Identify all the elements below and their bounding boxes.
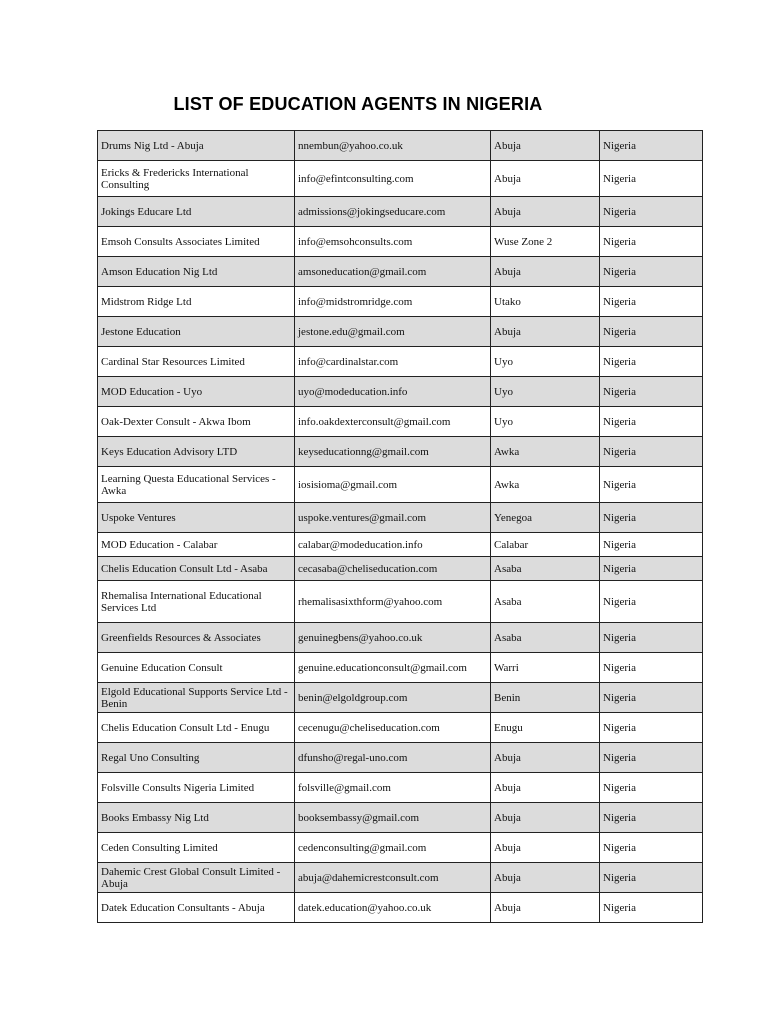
agent-city-cell: Abuja xyxy=(491,161,600,197)
agent-email-cell: cecasaba@cheliseducation.com xyxy=(295,557,491,581)
agent-country-cell: Nigeria xyxy=(600,623,703,653)
table-row xyxy=(98,503,703,533)
table-row xyxy=(98,623,703,653)
agent-country-cell: Nigeria xyxy=(600,317,703,347)
agent-email-cell: booksembassy@gmail.com xyxy=(295,803,491,833)
agents-table xyxy=(97,130,703,923)
agent-city-cell: Abuja xyxy=(491,833,600,863)
agent-country-cell: Nigeria xyxy=(600,257,703,287)
agent-city-cell: Abuja xyxy=(491,863,600,893)
agent-city-cell: Awka xyxy=(491,437,600,467)
agent-country-cell: Nigeria xyxy=(600,287,703,317)
table-row xyxy=(98,833,703,863)
agent-country-cell: Nigeria xyxy=(600,773,703,803)
agent-city-cell: Uyo xyxy=(491,347,600,377)
table-row xyxy=(98,773,703,803)
agent-country-cell: Nigeria xyxy=(600,803,703,833)
agent-city-cell: Abuja xyxy=(491,257,600,287)
agent-name-cell: Regal Uno Consulting xyxy=(98,743,295,773)
agent-name-cell: Oak-Dexter Consult - Akwa Ibom xyxy=(98,407,295,437)
agent-city-cell: Yenegoa xyxy=(491,503,600,533)
table-row xyxy=(98,227,703,257)
table-row xyxy=(98,581,703,623)
agent-name-cell: Amson Education Nig Ltd xyxy=(98,257,295,287)
agent-email-cell: dfunsho@regal-uno.com xyxy=(295,743,491,773)
agent-country-cell: Nigeria xyxy=(600,161,703,197)
agent-name-cell: Books Embassy Nig Ltd xyxy=(98,803,295,833)
agent-country-cell: Nigeria xyxy=(600,533,703,557)
agent-city-cell: Abuja xyxy=(491,893,600,923)
page-title: LIST OF EDUCATION AGENTS IN NIGERIA xyxy=(173,94,543,114)
table-row xyxy=(98,407,703,437)
agent-email-cell: calabar@modeducation.info xyxy=(295,533,491,557)
agent-email-cell: info@cardinalstar.com xyxy=(295,347,491,377)
agent-name-cell: Cardinal Star Resources Limited xyxy=(98,347,295,377)
agent-name-cell: Ceden Consulting Limited xyxy=(98,833,295,863)
agent-city-cell: Abuja xyxy=(491,743,600,773)
table-row xyxy=(98,161,703,197)
agent-name-cell: Midstrom Ridge Ltd xyxy=(98,287,295,317)
agent-name-cell: Drums Nig Ltd - Abuja xyxy=(98,131,295,161)
agent-name-cell: Chelis Education Consult Ltd - Enugu xyxy=(98,713,295,743)
agent-email-cell: info@efintconsulting.com xyxy=(295,161,491,197)
agent-email-cell: iosisioma@gmail.com xyxy=(295,467,491,503)
agent-country-cell: Nigeria xyxy=(600,437,703,467)
table-row xyxy=(98,683,703,713)
agent-name-cell: Datek Education Consultants - Abuja xyxy=(98,893,295,923)
table-row xyxy=(98,377,703,407)
table-row xyxy=(98,803,703,833)
agent-city-cell: Uyo xyxy=(491,407,600,437)
agent-email-cell: abuja@dahemicrestconsult.com xyxy=(295,863,491,893)
table-row xyxy=(98,131,703,161)
agent-city-cell: Abuja xyxy=(491,317,600,347)
agent-email-cell: info@midstromridge.com xyxy=(295,287,491,317)
agent-email-cell: jestone.edu@gmail.com xyxy=(295,317,491,347)
agent-country-cell: Nigeria xyxy=(600,893,703,923)
agent-city-cell: Abuja xyxy=(491,773,600,803)
agent-country-cell: Nigeria xyxy=(600,131,703,161)
agent-email-cell: benin@elgoldgroup.com xyxy=(295,683,491,713)
agent-city-cell: Calabar xyxy=(491,533,600,557)
table-row xyxy=(98,893,703,923)
agent-email-cell: genuine.educationconsult@gmail.com xyxy=(295,653,491,683)
agent-country-cell: Nigeria xyxy=(600,377,703,407)
agent-email-cell: keyseducationng@gmail.com xyxy=(295,437,491,467)
agent-name-cell: Greenfields Resources & Associates xyxy=(98,623,295,653)
agent-country-cell: Nigeria xyxy=(600,557,703,581)
agent-email-cell: nnembun@yahoo.co.uk xyxy=(295,131,491,161)
agent-name-cell: Uspoke Ventures xyxy=(98,503,295,533)
agent-city-cell: Abuja xyxy=(491,197,600,227)
agent-name-cell: Elgold Educational Supports Service Ltd - Benin xyxy=(98,683,295,713)
agent-country-cell: Nigeria xyxy=(600,863,703,893)
agent-country-cell: Nigeria xyxy=(600,833,703,863)
agent-name-cell: Ericks & Fredericks International Consulting xyxy=(98,161,295,197)
agent-name-cell: Genuine Education Consult xyxy=(98,653,295,683)
agent-country-cell: Nigeria xyxy=(600,743,703,773)
agent-city-cell: Wuse Zone 2 xyxy=(491,227,600,257)
agent-name-cell: Learning Questa Educational Services - Awka xyxy=(98,467,295,503)
agent-email-cell: cedenconsulting@gmail.com xyxy=(295,833,491,863)
agent-email-cell: folsville@gmail.com xyxy=(295,773,491,803)
agent-name-cell: Emsoh Consults Associates Limited xyxy=(98,227,295,257)
table-row xyxy=(98,317,703,347)
table-row xyxy=(98,863,703,893)
agent-city-cell: Abuja xyxy=(491,131,600,161)
agent-name-cell: Keys Education Advisory LTD xyxy=(98,437,295,467)
agent-city-cell: Utako xyxy=(491,287,600,317)
agent-email-cell: amsoneducation@gmail.com xyxy=(295,257,491,287)
agent-city-cell: Uyo xyxy=(491,377,600,407)
agent-country-cell: Nigeria xyxy=(600,581,703,623)
agent-country-cell: Nigeria xyxy=(600,467,703,503)
agent-country-cell: Nigeria xyxy=(600,713,703,743)
agent-name-cell: Jokings Educare Ltd xyxy=(98,197,295,227)
table-row xyxy=(98,437,703,467)
table-row xyxy=(98,743,703,773)
agent-name-cell: Jestone Education xyxy=(98,317,295,347)
agent-country-cell: Nigeria xyxy=(600,347,703,377)
agents-table-body xyxy=(98,131,703,923)
agent-name-cell: MOD Education - Calabar xyxy=(98,533,295,557)
agent-email-cell: genuinegbens@yahoo.co.uk xyxy=(295,623,491,653)
agent-city-cell: Enugu xyxy=(491,713,600,743)
agent-email-cell: datek.education@yahoo.co.uk xyxy=(295,893,491,923)
agent-country-cell: Nigeria xyxy=(600,227,703,257)
agent-email-cell: uspoke.ventures@gmail.com xyxy=(295,503,491,533)
agent-email-cell: admissions@jokingseducare.com xyxy=(295,197,491,227)
table-row xyxy=(98,197,703,227)
agent-name-cell: Folsville Consults Nigeria Limited xyxy=(98,773,295,803)
table-row xyxy=(98,653,703,683)
agent-city-cell: Abuja xyxy=(491,803,600,833)
agent-city-cell: Asaba xyxy=(491,557,600,581)
table-row xyxy=(98,533,703,557)
agent-city-cell: Asaba xyxy=(491,623,600,653)
agent-email-cell: cecenugu@cheliseducation.com xyxy=(295,713,491,743)
agent-city-cell: Asaba xyxy=(491,581,600,623)
agent-country-cell: Nigeria xyxy=(600,197,703,227)
agent-name-cell: MOD Education - Uyo xyxy=(98,377,295,407)
agent-country-cell: Nigeria xyxy=(600,407,703,437)
agent-email-cell: rhemalisasixthform@yahoo.com xyxy=(295,581,491,623)
table-row xyxy=(98,557,703,581)
agent-country-cell: Nigeria xyxy=(600,683,703,713)
table-row xyxy=(98,467,703,503)
agent-city-cell: Benin xyxy=(491,683,600,713)
agent-city-cell: Warri xyxy=(491,653,600,683)
table-row xyxy=(98,287,703,317)
agent-city-cell: Awka xyxy=(491,467,600,503)
table-row xyxy=(98,347,703,377)
agent-email-cell: info@emsohconsults.com xyxy=(295,227,491,257)
table-row xyxy=(98,713,703,743)
agent-country-cell: Nigeria xyxy=(600,653,703,683)
table-row xyxy=(98,257,703,287)
agent-email-cell: info.oakdexterconsult@gmail.com xyxy=(295,407,491,437)
agent-email-cell: uyo@modeducation.info xyxy=(295,377,491,407)
agent-name-cell: Rhemalisa International Educational Services Ltd xyxy=(98,581,295,623)
agent-name-cell: Chelis Education Consult Ltd - Asaba xyxy=(98,557,295,581)
agent-name-cell: Dahemic Crest Global Consult Limited - Abuja xyxy=(98,863,295,893)
agent-country-cell: Nigeria xyxy=(600,503,703,533)
